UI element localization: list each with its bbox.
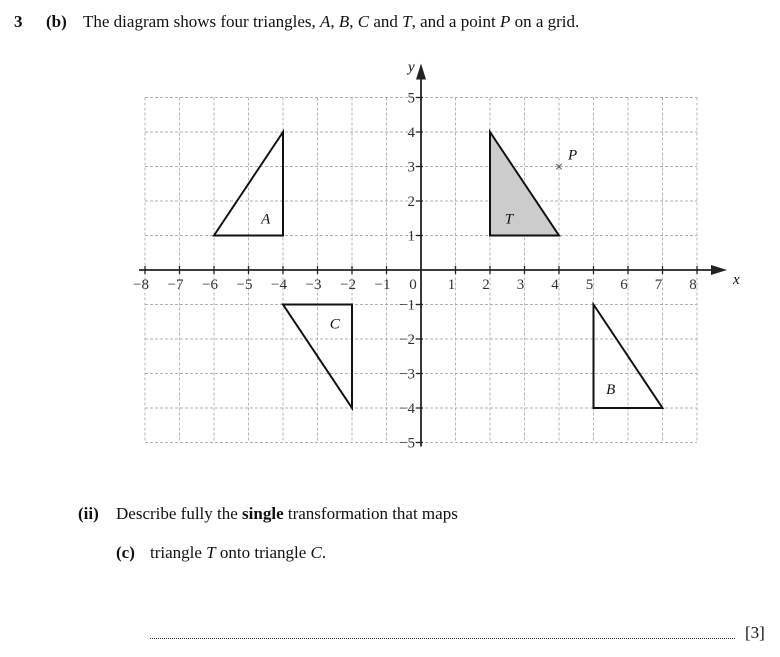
x-axis-label: x: [733, 272, 740, 288]
subpart-prefix: triangle: [150, 543, 207, 562]
x-tick-label: −7: [167, 277, 184, 293]
x-tick-label: 0: [409, 277, 417, 293]
subpart-text: [150, 543, 326, 563]
point-p-marker-icon: ×: [554, 159, 564, 176]
x-tick-label: 1: [447, 277, 456, 293]
triangle-label-a: A: [261, 211, 271, 228]
subpart-label-c: C: [310, 543, 322, 562]
subq-prefix: Describe fully the: [116, 504, 243, 523]
subq-suffix: transformation that maps: [283, 504, 458, 523]
triangle-label-b: B: [606, 382, 616, 399]
y-tick-label: −1: [399, 297, 415, 314]
point-p-label: P: [568, 147, 578, 164]
x-tick-label: 3: [516, 277, 525, 293]
y-axis-label: y: [408, 59, 415, 76]
intro-label-c: C: [357, 12, 370, 31]
intro-sep2: ,: [349, 12, 358, 31]
y-tick-label: −4: [399, 401, 415, 417]
y-tick-label: 1: [407, 228, 415, 245]
x-tick-label: −3: [305, 277, 322, 293]
subquestion-number: (ii): [78, 504, 99, 523]
x-tick-label: −8: [133, 277, 149, 293]
intro-suffix: on a grid.: [510, 12, 580, 31]
x-tick-label: −1: [374, 277, 391, 293]
intro-prefix: The diagram shows four triangles,: [83, 12, 320, 31]
intro-label-b: B: [338, 12, 350, 31]
subpart-label-t: T: [206, 543, 216, 562]
x-tick-label: 2: [482, 277, 490, 293]
x-tick-label: 7: [654, 277, 663, 293]
y-tick-label: −3: [399, 366, 415, 383]
intro-and: and: [369, 12, 403, 31]
triangle-label-c: C: [329, 316, 340, 333]
x-tick-label: 8: [689, 277, 697, 293]
subpart-end: .: [321, 543, 327, 562]
subq-bold: single: [242, 504, 284, 523]
x-axis-arrow-icon: [711, 265, 727, 275]
y-tick-label: 4: [407, 125, 415, 141]
x-tick-label: −5: [236, 277, 253, 293]
y-tick-label: 2: [407, 194, 415, 210]
x-tick-label: −6: [202, 277, 218, 293]
intro-label-t: T: [402, 12, 412, 31]
x-tick-label: 6: [620, 277, 628, 293]
intro-mid: , and a point: [411, 12, 500, 31]
intro-label-p: P: [499, 12, 511, 31]
y-tick-label: −2: [399, 332, 415, 348]
intro-sep1: ,: [330, 12, 339, 31]
y-tick-label: 5: [407, 90, 415, 107]
subpart-number: (c): [116, 543, 135, 562]
x-tick-label: 5: [585, 277, 594, 293]
triangle-label-t: T: [504, 211, 514, 228]
x-tick-label: −2: [340, 277, 356, 293]
y-axis-arrow-icon: [416, 64, 426, 80]
point-group: [555, 148, 577, 176]
x-tick-label: 4: [551, 277, 559, 293]
marks-label: [3]: [745, 623, 765, 642]
y-tick-label: −5: [399, 435, 415, 452]
subquestion-text: [116, 504, 458, 524]
subpart-mid: onto triangle: [215, 543, 311, 562]
intro-label-a: A: [320, 12, 331, 31]
answer-line[interactable]: [150, 620, 735, 639]
y-tick-label: 3: [407, 159, 415, 176]
x-tick-label: −4: [271, 277, 287, 293]
question-number: 3: [14, 12, 23, 31]
question-part: (b): [46, 12, 67, 31]
